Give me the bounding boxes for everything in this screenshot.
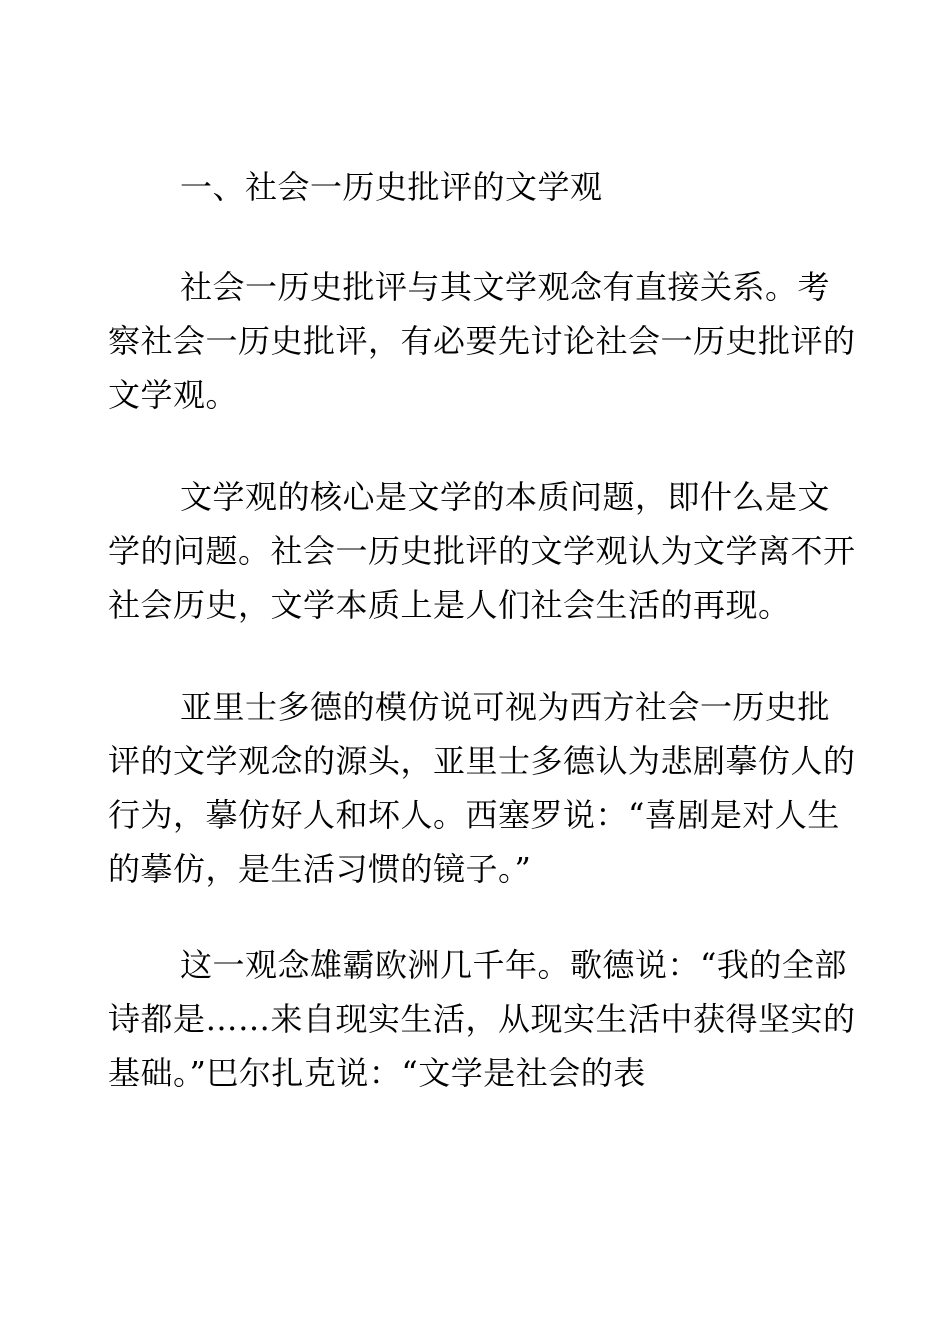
paragraph-2 xyxy=(108,470,856,632)
heading-text: 一、社会一历史批评的文学观 xyxy=(180,168,603,206)
paragraph-1 xyxy=(108,260,856,422)
paragraph-line: 评的文学观念的源头，亚里士多德认为悲剧摹仿人的 xyxy=(108,742,856,780)
paragraph-line: 社会历史，文学本质上是人们社会生活的再现。 xyxy=(108,586,791,624)
paragraph-line: 社会一历史批评与其文学观念有直接关系。考 xyxy=(180,268,831,306)
paragraph-line: 的摹仿，是生活习惯的镜子。” xyxy=(108,850,532,888)
paragraph-3 xyxy=(108,680,856,896)
paragraph-line: 学的问题。社会一历史批评的文学观认为文学离不开 xyxy=(108,532,856,570)
paragraph-line: 亚里士多德的模仿说可视为西方社会一历史批 xyxy=(180,688,831,726)
paragraph-line: 诗都是……来自现实生活，从现实生活中获得坚实的 xyxy=(108,1000,856,1038)
paragraph-line: 这一观念雄霸欧洲几千年。歌德说：“我的全部 xyxy=(180,946,847,984)
paragraph-line: 文学观的核心是文学的本质问题，即什么是文 xyxy=(180,478,831,516)
paragraph-4 xyxy=(108,938,856,1100)
paragraph-line: 行为，摹仿好人和坏人。西塞罗说：“喜剧是对人生 xyxy=(108,796,840,834)
section-heading xyxy=(108,160,836,214)
paragraph-line: 基础。”巴尔扎克说：“文学是社会的表 xyxy=(108,1054,646,1092)
paragraph-line: 察社会一历史批评，有必要先讨论社会一历史批评的 xyxy=(108,322,856,360)
paragraph-line: 文学观。 xyxy=(108,376,239,414)
